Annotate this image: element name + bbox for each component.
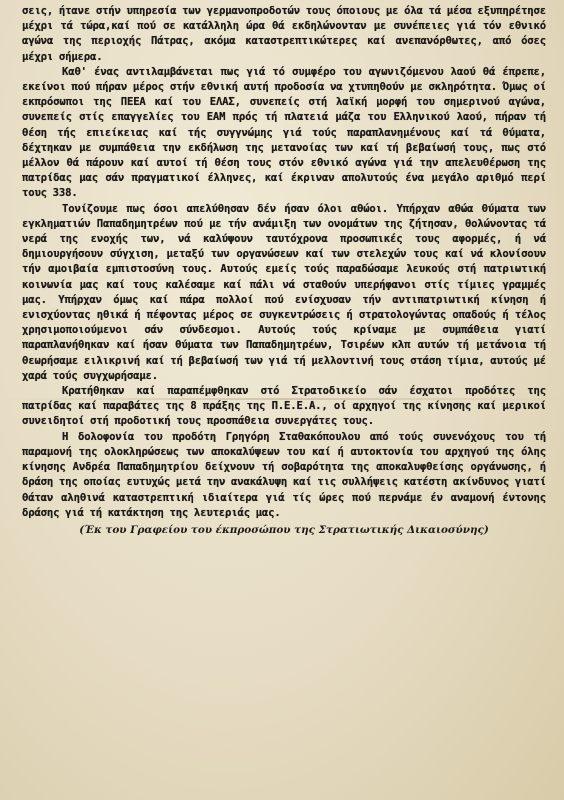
paper-fold [0, 398, 564, 400]
paragraph-1: σεις, ήτανε στήν υπηρεσία των γερμανοπροδοτών τους όποιους με όλα τά μέσα εξυπηρέτησε μέχρι τά τώρα,καί πού σε κατάλληλη ώρα θά εκδηλώνονταν με συνέπειες γιά τόν εθνικό αγώνα της περιοχής Πάτρας, ακόμα καταστρεπτικώτερες καί ανεπανόρθωτες, από όσες μέχρι σήμερα. [22, 5, 546, 63]
paragraph-4: Κρατήθηκαν καί παραπέμφθηκαν στό Στρατοδικείο σάν έσχατοι προδότες της πατρίδας καί παραβάτες της 8 πράξης της Π.Ε.Ε.Α., οί αρχηγοί της κίνησης καί μερικοί συνειδητοί στή προδοτική τους προσπάθεια συνεργάτες τους. [22, 385, 546, 428]
paragraph-2: Καθ' ένας αντιλαμβάνεται πως γιά τό συμφέρο του αγωνιζόμενου λαού θά έπρεπε, εκείνοι πού πήραν μέρος στήν εθνική αυτή προδοσία να χτυπηθούν με σκληρότητα. Όμως οί εκπρόσωποι της ΠΕΕΑ καί του ΕΛΑΣ, συνεπείς στή λαϊκή μορφή του σημερινού αγώνα, συνεπείς στίς επαγγελίες του ΕΑΜ πρός τή πλατειά μάζα του Ελληνικού λαού, πήραν τή θέση τής επιείκειας καί τής συγγνώμης γιά τούς παραπλανημένους καί τά θύματα, δέχτηκαν με συμπάθεια την εκδήλωση της μετανοίας των καί τή βεβαίωσή τους, πως στό μέλλον θά πάρουν καί αυτοί τή θέση τους στόν εθνικό αγώνα γιά την απελευθέρωση της πατρίδας μας σάν πραγματικοί έλληνες, καί έκριναν απολυτούς ένα μεγάλο αριθμό περί τους 338. [22, 65, 546, 200]
paragraph-3: Τονίζουμε πως όσοι απελύθησαν δέν ήσαν όλοι αθώοι. Υπήρχαν αθώα θύματα των εγκληματιών Παπαδημητρέων πού με τήν ανάμιξη των ονομάτων της ζήτησαν, θολώνοντας τά νερά της ενοχής των, νά καλύψουν ταυτόχρονα προσωπικές τους αφορμές, ή νά δημιουργήσουν σύγχιση, μεταξύ των οργανώσεων καί των στελεχών τους καί νά κλονίσουν τήν αμοιβαία εμπιστοσύνη τους. Αυτούς εμείς τούς παραδώσαμε λευκούς στή πατριωτική κοινωνία μας καί τους καλέσαμε καί πάλι νά σταθούν υπερήφανοι στίς τίμιες γραμμές μας. Υπήρχαν όμως καί πάρα πολλοί πού ενίσχυσαν τήν αντιπατριωτική κίνηση ή ενισχύοντας ηθικά ή πέφοντας μέρος σε συγκεντρώσεις ή στρατολογώντας οπαδούς ή τέλος χρησιμοποιούμενοι σάν σύνδεσμοι. Αυτούς τούς κρίναμε με συμπάθεια γιατί παραπλανήθηκαν καί ήσαν θύματα των Παπαδημητρέων, Τσιρέων κλπ αυτών τή μετάνοια τή θεωρήσαμε ειλικρινή καί τή βεβαίωσή των γιά τή μελλοντινή τους στάση τίμια, αυτούς μέ χαρά τούς συγχωρήσαμε. [22, 202, 546, 382]
paragraph-5: Η δολοφονία του προδότη Γρηγόρη Σταθακόπουλου από τούς συνενόχους του τή παραμονή της ολοκληρώσεως των αποκαλύψεων του καί ή αυτοκτονία του αρχηγού της όλης κίνησης Ανδρέα Παπαδημητρίου δείχνουν τή σοβαρότητα της αποκαλυφθείσης οργάνωσης, ή δράση της οποίας ευτυχώς μετά την ανακάλυψη καί τις συλλήψεις κατέστη ακίνδυνος γιατί θάταν αληθινά καταστρεπτική ιδιαίτερα γιά τίς ώρες πού περνάμε έν αναμονή έντονης δράσης γιά τή κατάκτηση της λευτεριάς μας. [22, 430, 546, 519]
signature-line: (Έκ του Γραφείου του έκπροσώπου της Στρατιωτικής Δικαιοσύνης) [79, 523, 489, 536]
